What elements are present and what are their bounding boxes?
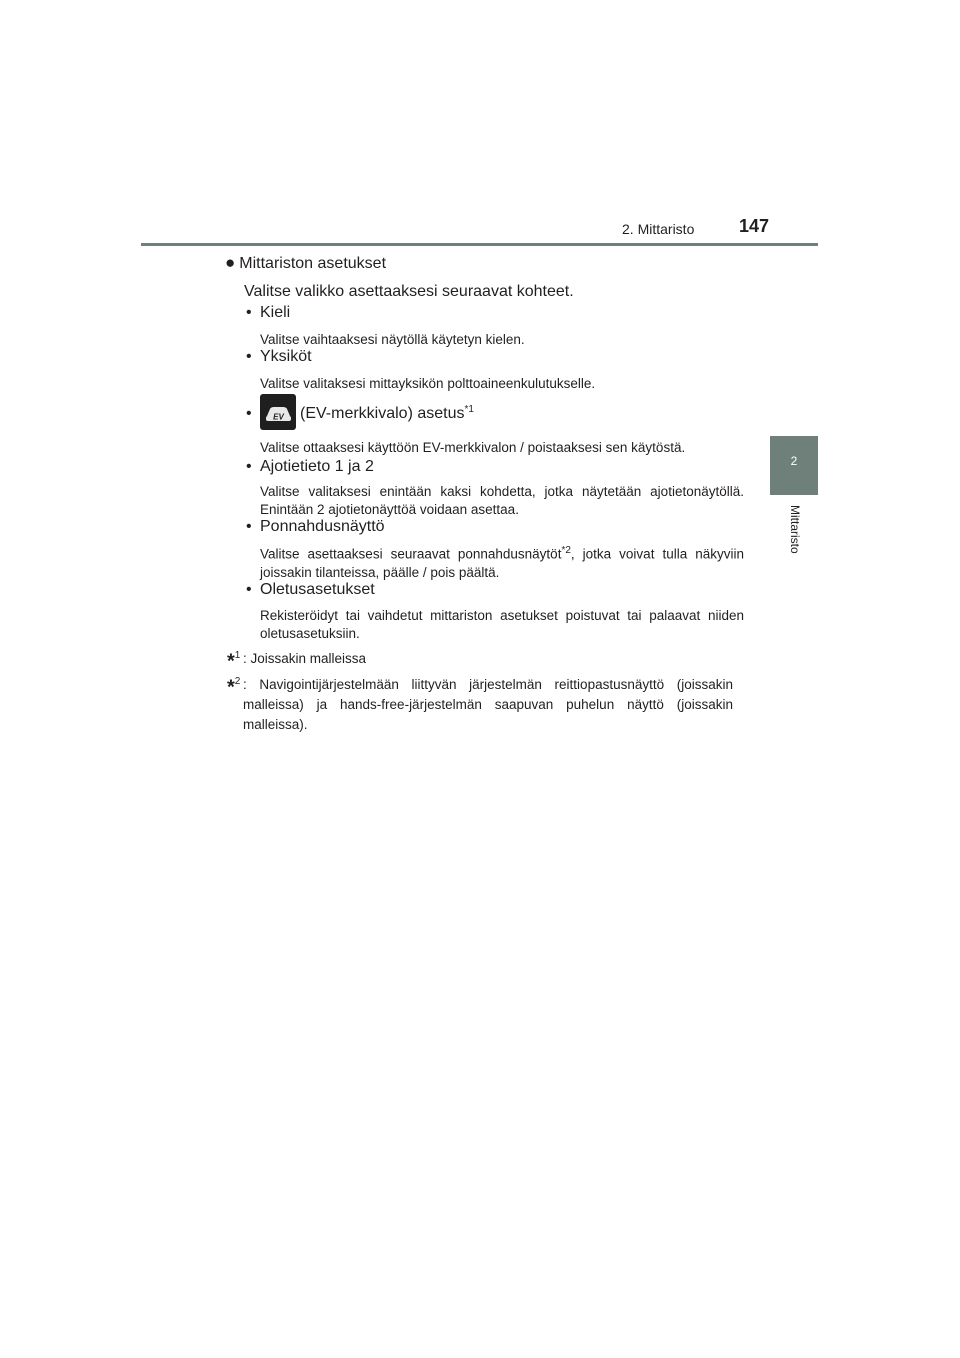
item-description: Rekisteröidyt tai vaihdetut mittariston asetukset poistuvat tai palaavat niiden oletusasetuksiin. <box>260 608 744 641</box>
list-item-yksikot <box>246 348 312 366</box>
chapter-title: 2. Mittaristo <box>622 221 695 237</box>
item-label: Oletusasetukset <box>260 581 375 598</box>
item-label: (EV-merkkivalo) asetus <box>300 405 465 423</box>
section-intro: Valitse valikko asettaaksesi seuraavat kohteet. <box>244 283 574 300</box>
footnote-text: : Navigointijärjestelmään liittyvän järjestelmän reittiopastusnäyttö (joissakin malleissa) ja hands-free-järjestelmän saapuvan puhelun näyttö (joissakin malleissa). <box>243 677 733 732</box>
item-bullet: • <box>246 518 252 535</box>
section-title: Mittariston asetukset <box>239 255 387 272</box>
item-description: Valitse valitaksesi mittayksikön polttoaineenkulutukselle. <box>260 376 596 391</box>
footnote-1 <box>227 646 240 672</box>
footnote-number: 2 <box>234 676 241 687</box>
page-number: 147 <box>739 216 770 236</box>
item-bullet: • <box>246 304 252 321</box>
list-item-kieli <box>246 304 290 322</box>
ev-icon-text: EV <box>273 412 284 422</box>
item-bullet: • <box>246 348 252 365</box>
list-item-ponnahdusnaytto <box>246 518 385 536</box>
item-footnote-ref: *2 <box>561 545 571 556</box>
list-item-ajotietieto <box>246 458 374 476</box>
header-divider <box>141 243 818 246</box>
section-bullet: ● <box>225 253 236 272</box>
item-description: Valitse ottaaksesi käyttöön EV-merkkivalon / poistaaksesi sen käytöstä. <box>260 440 686 455</box>
ev-indicator-icon <box>260 394 296 430</box>
item-label: Ajotietieto 1 ja 2 <box>260 458 374 475</box>
item-label: Kieli <box>260 304 291 321</box>
chapter-tab-label: Mittaristo <box>788 505 802 554</box>
item-description-part: Valitse asettaaksesi seuraavat ponnahdusnäytöt <box>260 546 562 562</box>
footnote-star: * <box>227 676 235 699</box>
item-label: Yksiköt <box>260 348 312 365</box>
item-description: Valitse valitaksesi enintään kaksi kohdetta, jotka näytetään ajotietonäytöllä. Enintään 2 ajotietonäyttöä voidaan asettaa. <box>260 484 744 517</box>
chapter-tab-number: 2 <box>790 454 798 468</box>
chapter-tab <box>770 436 818 495</box>
footnote-star: * <box>227 650 235 673</box>
section-heading <box>225 253 386 273</box>
footnote-number: 1 <box>234 650 241 661</box>
footnote-2 <box>227 672 240 698</box>
item-footnote-ref: *1 <box>464 403 474 415</box>
item-bullet: • <box>246 581 252 598</box>
item-bullet: • <box>246 405 252 423</box>
footnote-text: : Joissakin malleissa <box>243 651 367 666</box>
item-bullet: • <box>246 458 252 475</box>
list-item-ev-indicator <box>246 396 474 432</box>
item-description-part: , jotka voivat tulla näkyviin joissakin tilanteissa, päälle / pois päältä. <box>260 546 744 580</box>
item-description <box>260 542 744 582</box>
item-description: Valitse vaihtaaksesi näytöllä käytetyn kielen. <box>260 332 525 347</box>
item-label: Ponnahdusnäyttö <box>260 518 385 535</box>
list-item-oletusasetukset <box>246 581 375 599</box>
